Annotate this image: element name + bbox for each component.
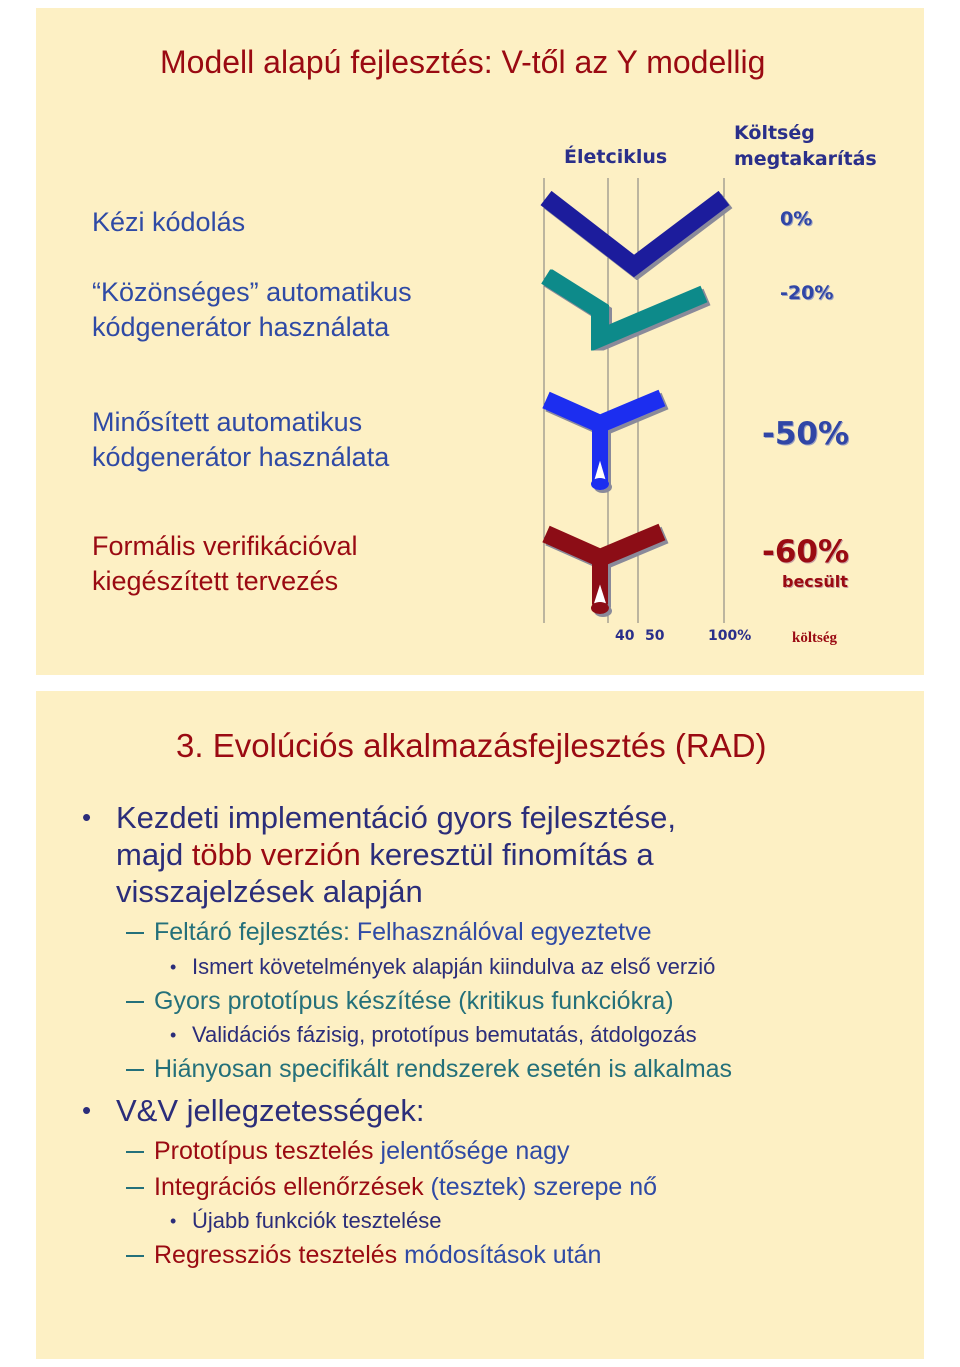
v-shape-manual [546, 198, 724, 266]
savings-value-60: -60% [762, 534, 850, 570]
dash-marker [126, 1187, 144, 1189]
text-segment: keresztül finomítás a [360, 837, 654, 872]
dash-marker [126, 1069, 144, 1071]
axis-tick-100: 100% [708, 628, 752, 644]
sub-rapid-prototype [154, 986, 674, 1016]
slide-title: 3. Evolúciós alkalmazásfejlesztés (RAD) [176, 727, 767, 764]
bullet-dot: • [170, 957, 177, 977]
bullet-dot: • [170, 1211, 177, 1231]
axis-tick-50: 50 [645, 628, 665, 644]
text-segment: Gyors prototípus készítése (kritikus funkciókra) [154, 987, 674, 1015]
text-segment: Prototípus tesztelés [154, 1137, 374, 1165]
bullet-vv-characteristics [82, 1092, 425, 1129]
sub-regression-testing [154, 1240, 601, 1270]
bullet-line3: visszajelzések alapján [116, 874, 423, 909]
sub-underspecified [154, 1054, 732, 1084]
bullet-line2 [116, 836, 676, 873]
row-label-line1: Minősített automatikus [92, 407, 363, 437]
sub-integration-checks [154, 1172, 657, 1202]
row-label-line1: Formális verifikációval [92, 531, 358, 561]
subsub-first-version [170, 953, 716, 981]
bullet-line1: V&V jellegzetességek: [116, 1093, 425, 1128]
text-segment: Hiányosan specifikált rendszerek esetén is alkalmas [154, 1055, 733, 1083]
row-label-line2: kiegészített tervezés [92, 566, 339, 596]
bullet-initial-implementation [82, 799, 676, 910]
text-segment: majd [116, 837, 192, 872]
savings-header-line2: megtakarítás [734, 148, 877, 170]
text-segment: jelentősége nagy [373, 1137, 570, 1165]
text-segment: Regressziós tesztelés [154, 1241, 398, 1269]
savings-header [734, 120, 877, 172]
bullet-line1: Kezdeti implementáció gyors fejlesztése, [116, 800, 676, 835]
dash-marker [126, 1255, 144, 1257]
text-segment: Ismert követelmények alapján kiindulva az első verzió [192, 954, 716, 979]
savings-value-20: -20% [780, 282, 834, 304]
subsub-new-features [170, 1207, 442, 1235]
axis-cost-label: költség [792, 630, 837, 646]
row-qualified-codegen-label [92, 405, 389, 475]
y-shape-formal-verification [546, 532, 662, 614]
row-common-codegen-label [92, 275, 412, 345]
slide-rad [36, 691, 924, 1359]
estimated-note: becsült [782, 572, 848, 591]
row-formal-verification-label [92, 529, 358, 599]
savings-header-line1: Költség [734, 122, 815, 144]
row-manual-coding-label [92, 205, 245, 240]
slide-v-to-y-model [36, 8, 924, 675]
highlight-more-versions: több verzión [191, 837, 361, 872]
dash-marker [126, 932, 144, 934]
y-shape-qualified-codegen [546, 398, 662, 490]
subsub-validation [170, 1021, 697, 1049]
sub-prototype-testing [154, 1136, 570, 1166]
lifecycle-header: Életciklus [564, 146, 668, 168]
dash-marker [126, 1151, 144, 1153]
sub-exploratory-development [154, 917, 651, 947]
savings-value-0: 0% [780, 208, 813, 230]
v-y-model-diagram [534, 178, 764, 628]
dash-marker [126, 1001, 144, 1003]
bullet-dot: • [82, 1095, 92, 1125]
text-segment: Felhasználóval egyeztetve [356, 918, 652, 946]
row-label-line1: Kézi kódolás [92, 207, 246, 237]
text-segment: módosítások után [397, 1241, 602, 1269]
slide-title: Modell alapú fejlesztés: V-től az Y modellig [160, 44, 766, 80]
bullet-dot: • [82, 802, 92, 832]
row-label-line1: “Közönséges” automatikus [92, 277, 412, 307]
text-segment: Feltáró fejlesztés: [154, 918, 357, 946]
text-segment: Újabb funkciók tesztelése [192, 1208, 442, 1233]
text-segment: Validációs fázisig, prototípus bemutatás, átdolgozás [192, 1022, 697, 1047]
text-segment: (tesztek) szerepe nő [423, 1173, 658, 1201]
bullet-dot: • [170, 1025, 177, 1045]
row-label-line2: kódgenerátor használata [92, 312, 390, 342]
v-shape-common-codegen [546, 276, 704, 338]
axis-tick-40: 40 [615, 628, 635, 644]
savings-value-50: -50% [762, 416, 850, 452]
row-label-line2: kódgenerátor használata [92, 442, 390, 472]
text-segment: Integrációs ellenőrzések [154, 1173, 424, 1201]
